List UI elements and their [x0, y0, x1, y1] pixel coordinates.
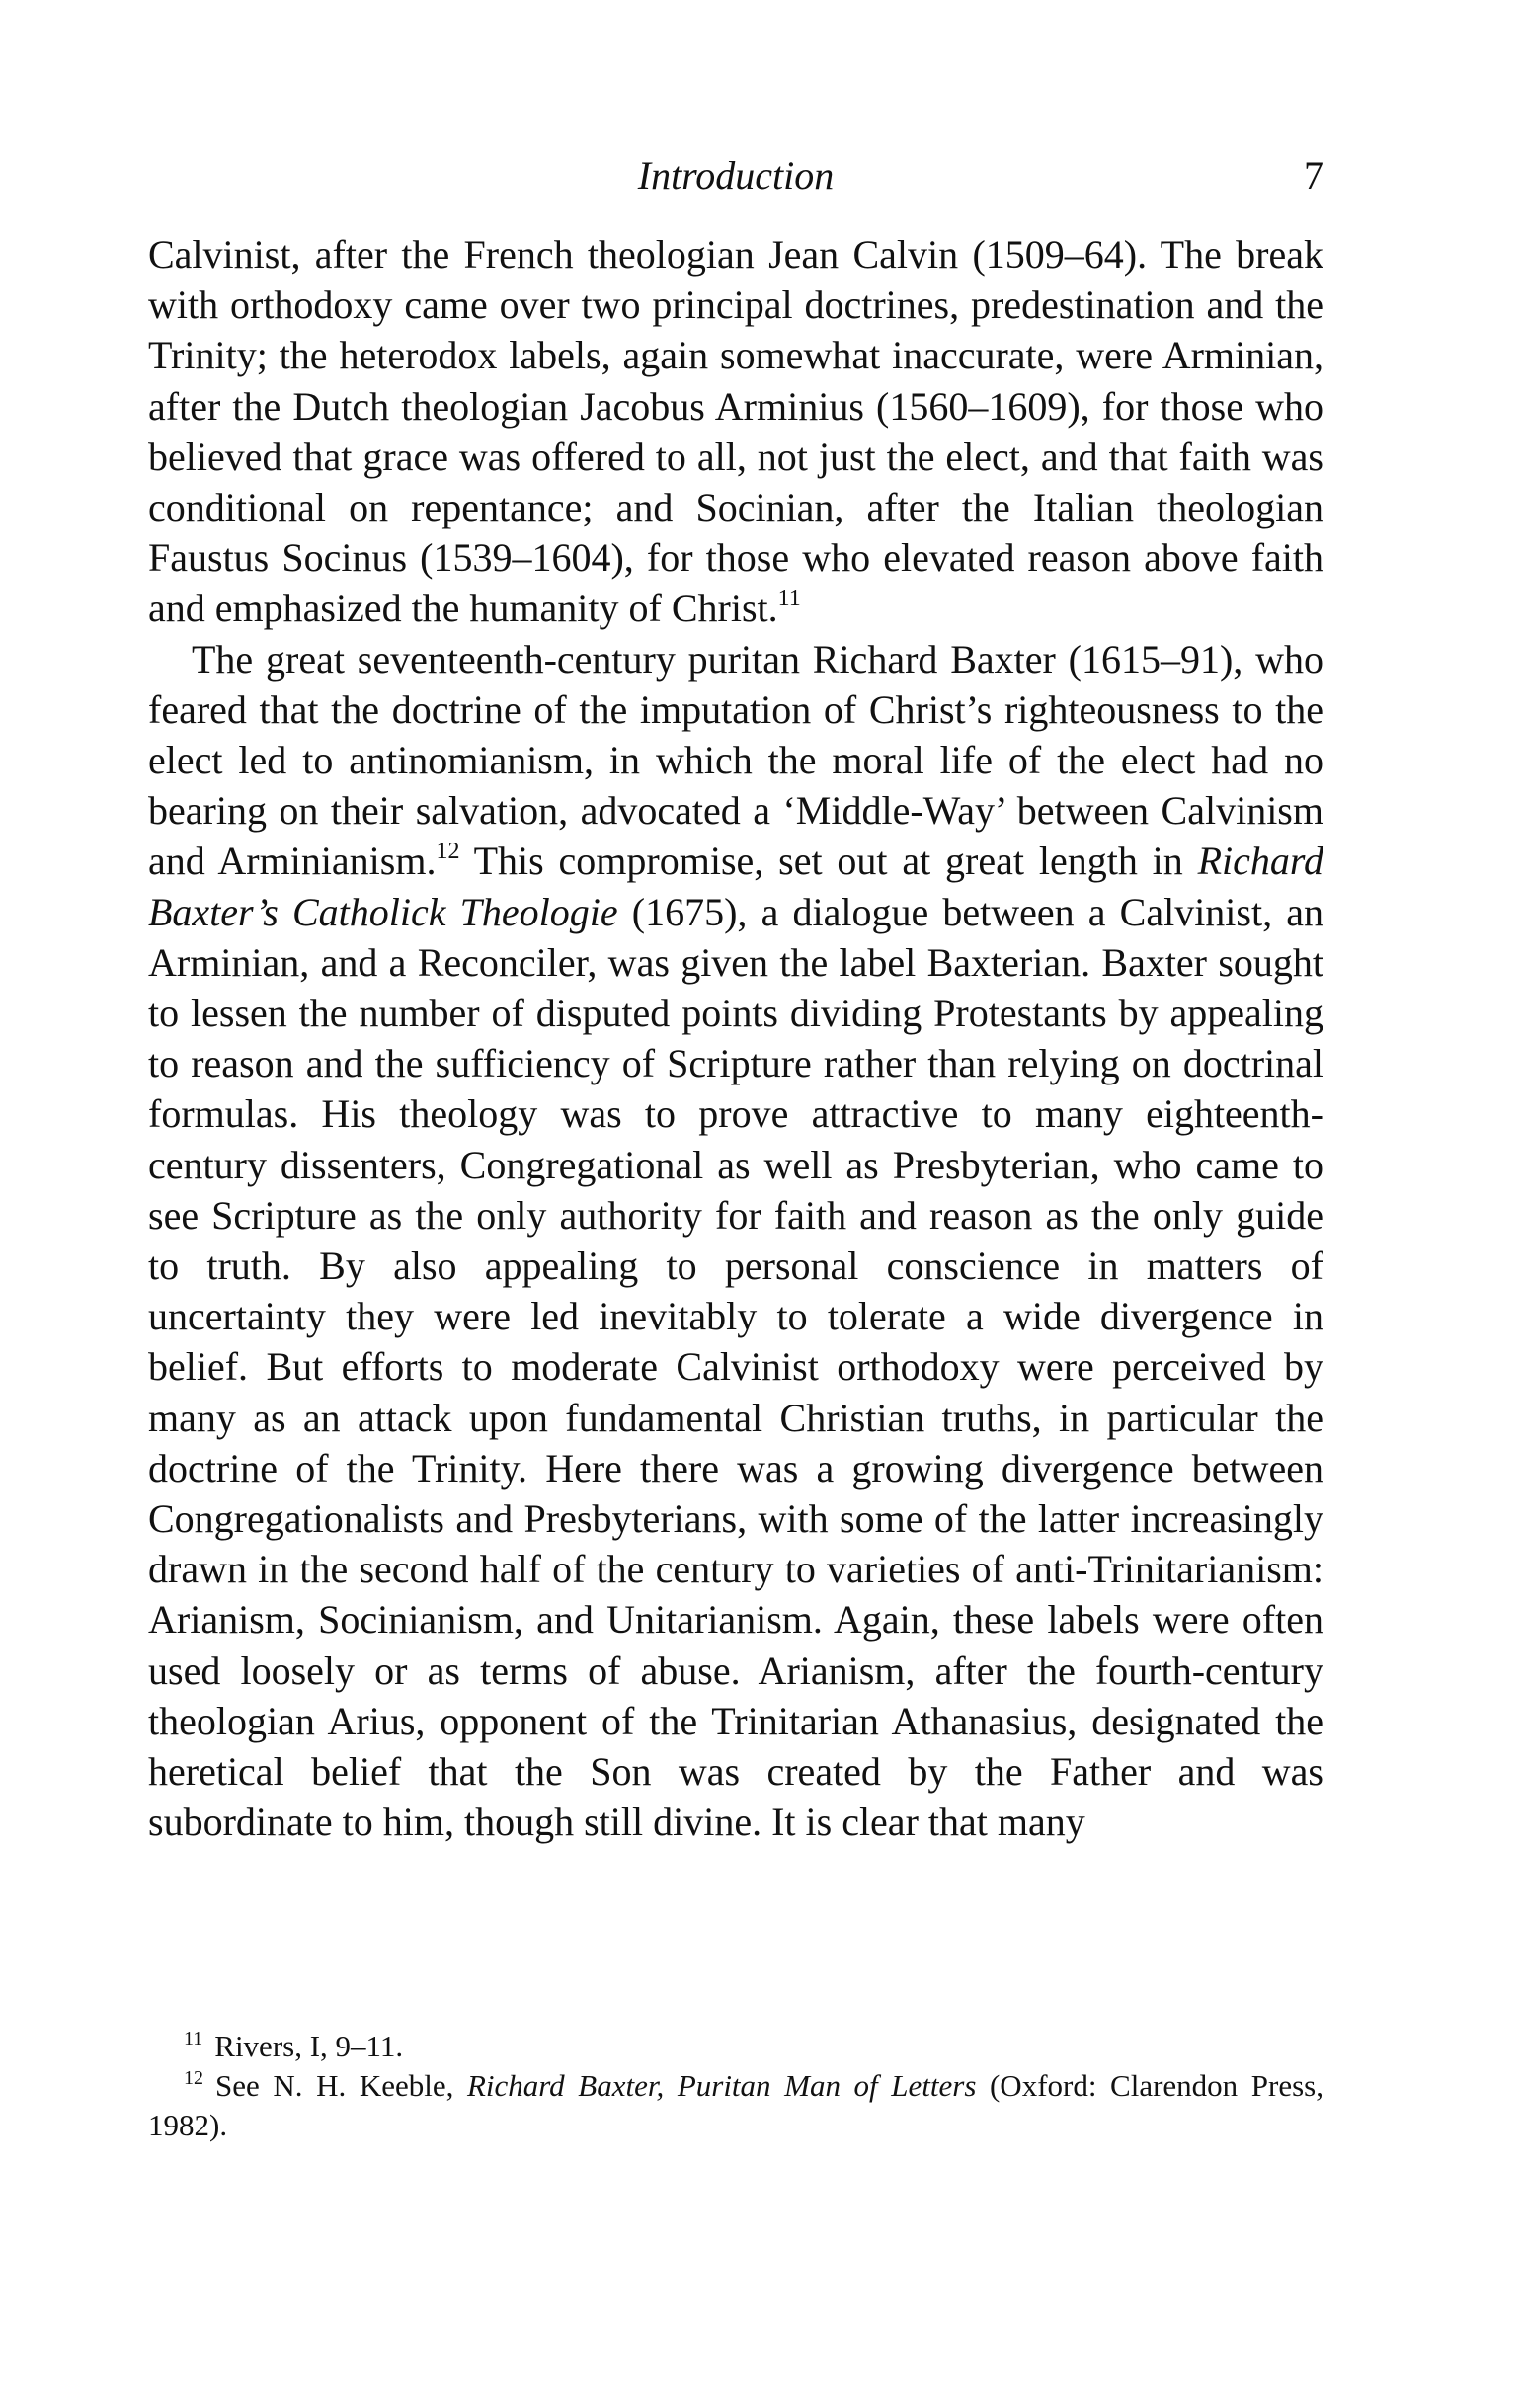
footnote-ref: 11 — [777, 586, 801, 612]
footnote-ref: 12 — [436, 839, 460, 865]
page-number: 7 — [1304, 153, 1323, 198]
running-title: Introduction — [637, 153, 835, 198]
footnote-text: See N. H. Keeble, — [215, 2068, 467, 2103]
footnotes — [148, 2027, 1323, 2145]
footnote-book-title: Richard Baxter, Puritan Man of Letters — [466, 2068, 977, 2103]
running-head — [148, 146, 1323, 205]
footnote-text: (Oxford: Clarendon Press, 1982). — [148, 2068, 1323, 2142]
footnote-number: 12 — [184, 2067, 203, 2089]
paragraph — [148, 229, 1323, 634]
book-title: Richard Baxter’s Catholick Theologie — [148, 839, 1324, 934]
paragraph-text: The great seventeenth-century puritan Richard Baxter (1615–91), who feared that the doctrine of the imputation of Christ’s righteousness to the elect led to antinomianism, in which the moral life of the elect had no bearing on their salvation, advocated a ‘Middle-Way’ between Calvinism and Arminianism. — [148, 636, 1323, 884]
paragraph-text: Calvinist, after the French theologian Jean Calvin (1509–64). The break with orthodoxy came over two principal doctrines, predestination and the Trinity; the heterodox labels, again somewhat inaccurate, were Arminian, after the Dutch theologian Jacobus Arminius (1560–1609), for those who believed that grace was offered to all, not just the elect, and that faith was conditional on repentance; and Socinian, after the Italian theologian Faustus Socinus (1539–1604), for those who elevated reason above faith and emphasized the humanity of Christ. — [148, 232, 1323, 631]
footnote — [148, 2027, 1323, 2066]
footnote-number: 11 — [184, 2028, 203, 2049]
paragraph — [148, 634, 1323, 1848]
paragraph-text: This compromise, set out at great length in — [459, 839, 1198, 884]
footnote-text: Rivers, I, 9–11. — [214, 2029, 404, 2063]
footnote — [148, 2066, 1323, 2145]
body-text — [148, 229, 1323, 1848]
paragraph-text: (1675), a dialogue between a Calvinist, an Arminian, and a Reconciler, was given the label Baxterian. Baxter sought to lessen the number of disputed points dividing Protestants by appealing to reason and the sufficiency of Scripture rather than relying on doctrinal formulas. His theology was to prove attractive to many eighteenth-century dissenters, Congregational as well as Presbyterian, who came to see Scripture as the only authority for faith and reason as the only guide to truth. By also appealing to personal conscience in matters of uncertainty they were led inevitably to tolerate a wide divergence in belief. But efforts to moderate Calvinist orthodoxy were perceived by many as an attack upon fundamental Christian truths, in particular the doctrine of the Trinity. Here there was a growing divergence between Congregationalists and Presbyterians, with some of the latter increasingly drawn in the second half of the century to varieties of anti-Trinitarianism: Arianism, Socinianism, and Unitarianism. Again, these labels were often used loosely or as terms of abuse. Arianism, after the fourth-century theologian Arius, opponent of the Trinitarian Athanasius, designated the heretical belief that the Son was created by the Father and was subordinate to him, though still divine. It is clear that many — [148, 889, 1324, 1845]
